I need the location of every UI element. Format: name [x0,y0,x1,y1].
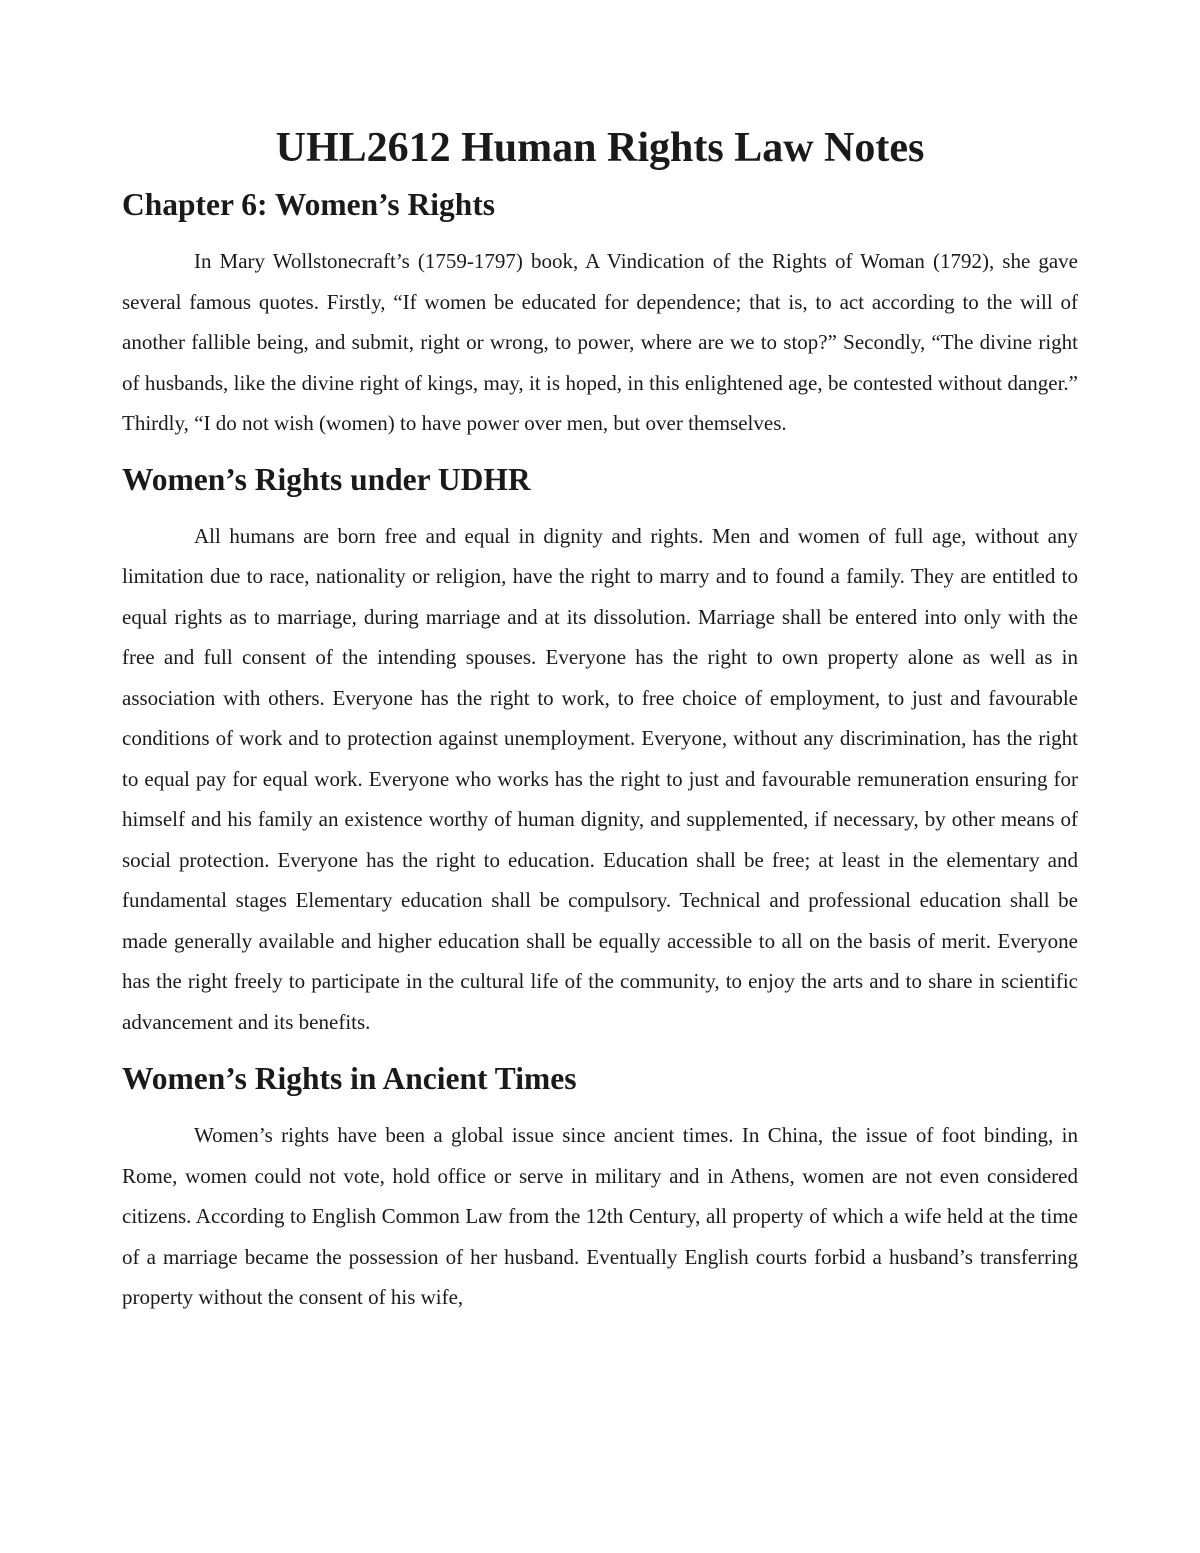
chapter-heading: Chapter 6: Women’s Rights [122,187,496,222]
ancient-times-paragraph: Women’s rights have been a global issue since ancient times. In China, the issue of foot binding, in Rome, women could not vote, hold office or serve in military and in Athens, women are not even considered citizens. According to English Common Law from the 12th Century, all property of which a wife held at the time of a marriage became the possession of her husband. Eventually English courts forbid a husband’s transferring property without the consent of his wife, [122,1123,1078,1309]
udhr-paragraph: All humans are born free and equal in dignity and rights. Men and women of full age, without any limitation due to race, nationality or religion, have the right to marry and to found a family. They are entitled to equal rights as to marriage, during marriage and at its dissolution. Marriage shall be entered into only with the free and full consent of the intending spouses. Everyone has the right to own property alone as well as in association with others. Everyone has the right to work, to free choice of employment, to just and favourable conditions of work and to protection against unemployment. Everyone, without any discrimination, has the right to equal pay for equal work. Everyone who works has the right to just and favourable remuneration ensuring for himself and his family an existence worthy of human dignity, and supplemented, if necessary, by other means of social protection. Everyone has the right to education. Education shall be free; at least in the elementary and fundamental stages Elementary education shall be compulsory. Technical and professional education shall be made generally available and higher education shall be equally accessible to all on the basis of merit. Everyone has the right freely to participate in the cultural life of the community, to enjoy the arts and to share in scientific advancement and its benefits. [122,523,1078,1034]
ancient-times-heading: Women’s Rights in Ancient Times [122,1061,577,1096]
udhr-heading: Women’s Rights under UDHR [122,461,531,497]
wollstonecraft-paragraph: In Mary Wollstonecraft’s (1759-1797) book, A Vindication of the Rights of Woman (1792), she gave several famous quotes. Firstly, “If women be educated for dependence; that is, to act according to the will of another fallible being, and submit, right or wrong, to power, where are we to stop?” Secondly, “The divine right of husbands, like the divine right of kings, may, it is hoped, in this enlightened age, be contested without danger.” Thirdly, “I do not wish (women) to have power over men, but over themselves. [122,249,1078,435]
document-body [122,125,1078,1318]
document-title: UHL2612 Human Rights Law Notes [275,125,925,171]
